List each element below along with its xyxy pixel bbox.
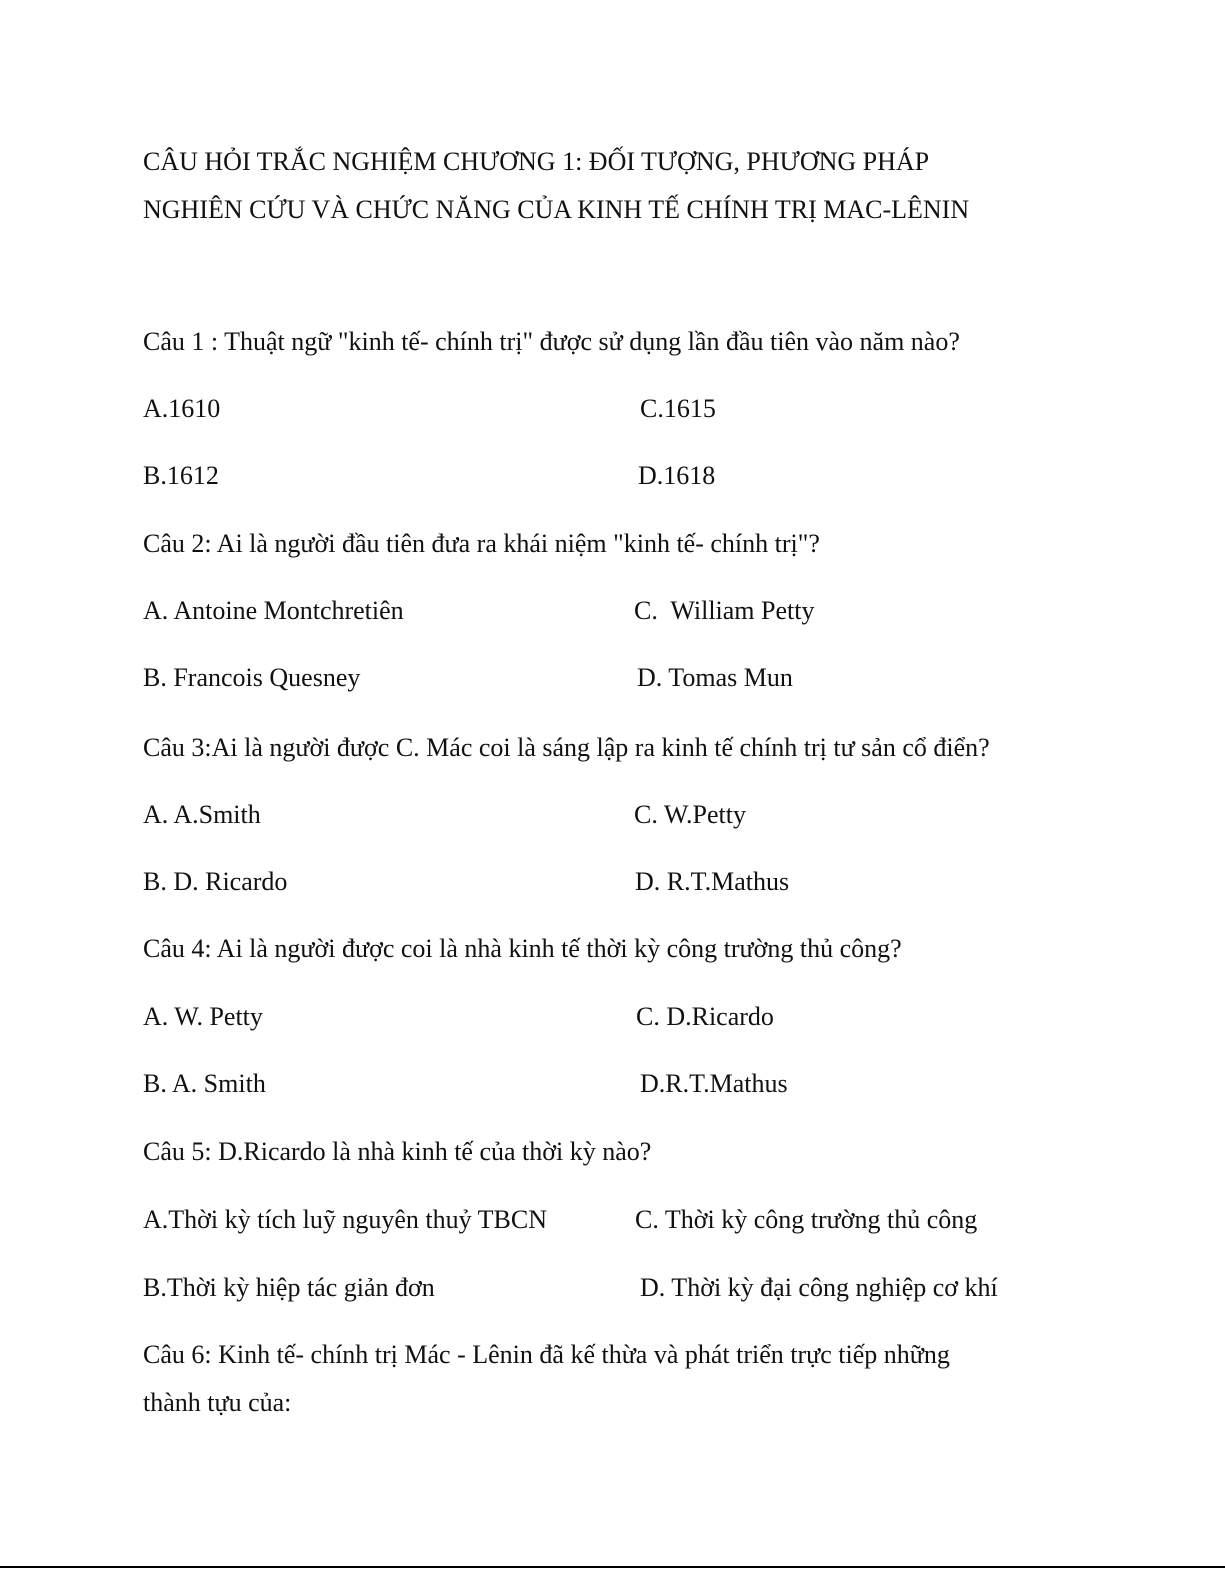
q3-option-d: D. R.T.Mathus: [635, 867, 790, 896]
q5-option-d: D. Thời kỳ đại công nghiệp cơ khí: [640, 1273, 998, 1302]
q5-option-b: B.Thời kỳ hiệp tác giản đơn: [143, 1273, 435, 1302]
title-line-1: CÂU HỎI TRẮC NGHIỆM CHƯƠNG 1: ĐỐI TƯỢNG, PHƯƠNG PHÁP: [143, 147, 930, 176]
document-title: [143, 138, 1143, 234]
q4-option-a: A. W. Petty: [143, 1002, 263, 1031]
q5-option-a: A.Thời kỳ tích luỹ nguyên thuỷ TBCN: [143, 1205, 547, 1234]
question-2: Câu 2: Ai là người đầu tiên đưa ra khái niệm "kinh tế- chính trị"?: [143, 529, 820, 558]
question-3: Câu 3:Ai là người được C. Mác coi là sáng lập ra kinh tế chính trị tư sản cổ điển?: [143, 733, 990, 762]
q3-option-b: B. D. Ricardo: [143, 867, 288, 896]
q1-option-b: B.1612: [143, 461, 219, 490]
q1-option-d: D.1618: [638, 461, 716, 490]
q4-option-c: C. D.Ricardo: [636, 1002, 774, 1031]
question-4: Câu 4: Ai là người được coi là nhà kinh tế thời kỳ công trường thủ công?: [143, 934, 902, 963]
q4-option-b: B. A. Smith: [143, 1069, 266, 1098]
q2-option-d: D. Tomas Mun: [637, 663, 793, 692]
question-5: Câu 5: D.Ricardo là nhà kinh tế của thời kỳ nào?: [143, 1137, 652, 1166]
question-6-line-1: Câu 6: Kinh tế- chính trị Mác - Lênin đã kế thừa và phát triển trực tiếp những: [143, 1340, 950, 1369]
q4-option-d: D.R.T.Mathus: [640, 1069, 788, 1098]
q1-option-a: A.1610: [143, 394, 221, 423]
q3-option-c: C. W.Petty: [634, 800, 746, 829]
q1-option-c: C.1615: [640, 394, 716, 423]
q5-option-c: C. Thời kỳ công trường thủ công: [635, 1205, 978, 1234]
q2-option-a: A. Antoine Montchretiên: [143, 596, 404, 625]
q2-option-c: C. William Petty: [634, 596, 815, 625]
q2-option-b: B. Francois Quesney: [143, 663, 361, 692]
question-6-line-2: thành tựu của:: [143, 1388, 292, 1417]
q3-option-a: A. A.Smith: [143, 800, 261, 829]
title-line-2: NGHIÊN CỨU VÀ CHỨC NĂNG CỦA KINH TẾ CHÍNH TRỊ MAC-LÊNIN: [143, 195, 970, 224]
page-bottom-rule: [0, 1566, 1225, 1568]
question-1: Câu 1 : Thuật ngữ "kinh tế- chính trị" được sử dụng lần đầu tiên vào năm nào?: [143, 327, 960, 356]
